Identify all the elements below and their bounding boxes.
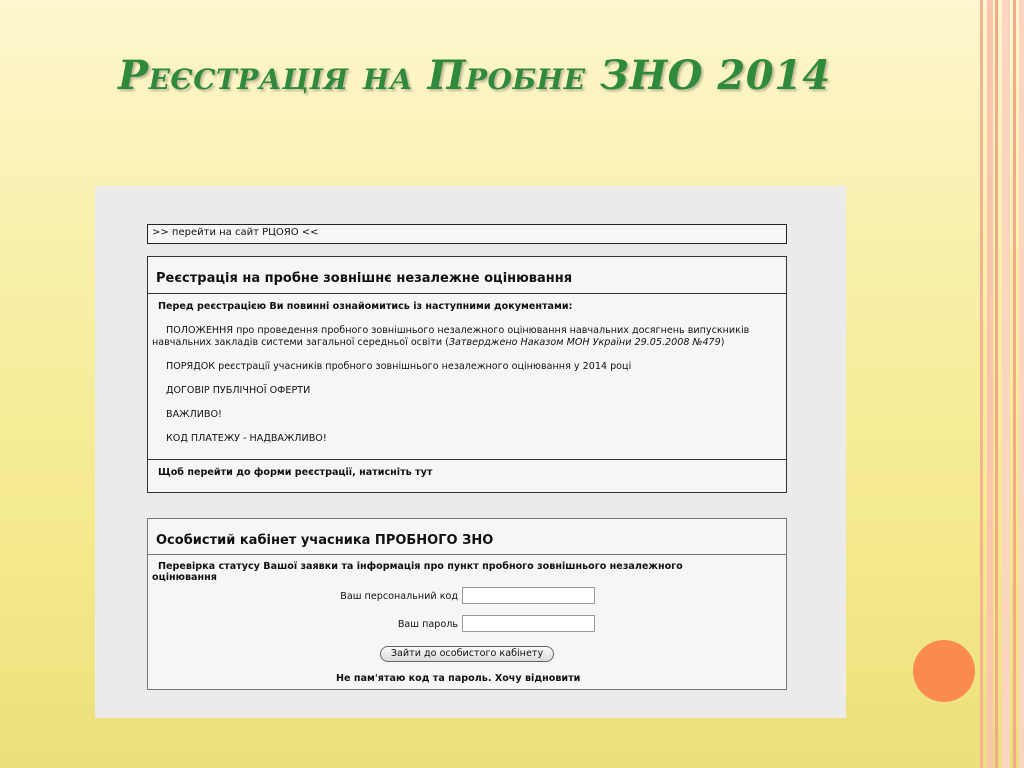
login-button[interactable]: Зайти до особистого кабінету	[380, 646, 554, 662]
registration-panel	[147, 256, 787, 493]
slide-title: Реєстрація на Пробне ЗНО 2014	[118, 52, 831, 99]
decorative-stripes	[980, 0, 1024, 768]
doc-regulation-link[interactable]: ПОЛОЖЕННЯ про проведення пробного зовнішнього незалежного оцінювання навчальних досягнень випускників	[166, 325, 750, 336]
go-to-registration-link[interactable]: Щоб перейти до форми реєстрації, натисніть тут	[158, 467, 433, 478]
password-label: Ваш пароль	[397, 619, 458, 630]
divider	[148, 293, 786, 294]
divider	[148, 554, 786, 555]
registration-subtitle: Перед реєстрацією Ви повинні ознайомитись із наступними документами:	[158, 301, 573, 312]
cabinet-title: Особистий кабінет учасника ПРОБНОГО ЗНО	[156, 533, 494, 548]
personal-cabinet-panel	[147, 518, 787, 690]
rcoyao-site-link[interactable]: >> перейти на сайт РЦОЯО <<	[147, 224, 787, 244]
doc-public-offer-link[interactable]: ДОГОВІР ПУБЛІЧНОЇ ОФЕРТИ	[166, 385, 311, 396]
registration-title: Реєстрація на пробне зовнішнє незалежне оцінювання	[156, 271, 573, 286]
registration-site-screenshot	[95, 186, 846, 718]
divider	[148, 459, 786, 460]
personal-code-input[interactable]	[462, 587, 595, 604]
password-input[interactable]	[462, 615, 595, 632]
cabinet-subtitle-line2: оцінювання	[152, 572, 217, 583]
personal-code-label: Ваш персональний код	[340, 591, 458, 602]
decorative-orange-dot	[913, 640, 975, 702]
doc-payment-code-link[interactable]: КОД ПЛАТЕЖУ - НАДВАЖЛИВО!	[166, 433, 327, 444]
doc-registration-order-link[interactable]: ПОРЯДОК реєстрації учасників пробного зовнішнього незалежного оцінювання у 2014 році	[166, 361, 632, 372]
doc-important-link[interactable]: ВАЖЛИВО!	[166, 409, 222, 420]
cabinet-subtitle-line1: Перевірка статусу Вашої заявки та інформація про пункт пробного зовнішнього незалежного	[158, 561, 683, 572]
doc-regulation-approval: Затверджено Наказом МОН України 29.05.2008 №479	[448, 337, 721, 348]
doc-regulation-line2: навчальних закладів системи загальної середньої освіти (Затверджено Наказом МОН України 29.05.2008 №479)	[152, 337, 725, 348]
recover-credentials-link[interactable]: Не пам'ятаю код та пароль. Хочу відновити	[336, 673, 581, 684]
